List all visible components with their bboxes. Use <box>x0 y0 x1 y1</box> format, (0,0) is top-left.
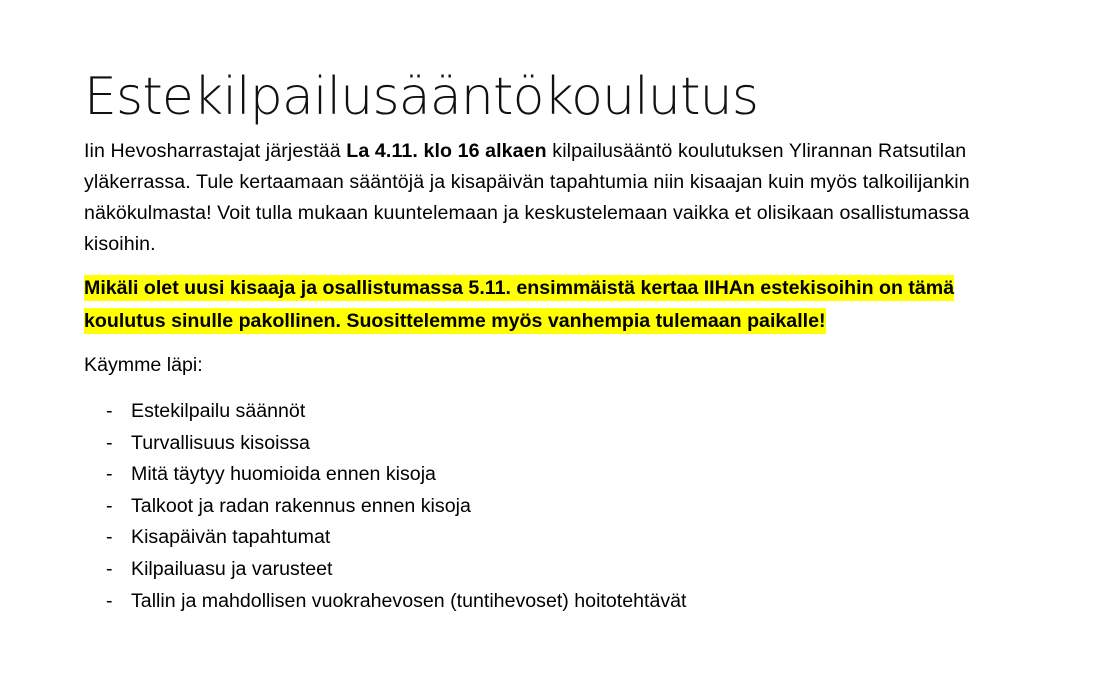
list-item-text: Kisapäivän tapahtumat <box>131 526 331 549</box>
document-page <box>84 60 1044 617</box>
list-item-text: Kilpailuasu ja varusteet <box>131 557 333 580</box>
list-item <box>84 428 1044 460</box>
dash-bullet: - <box>106 400 113 422</box>
list-intro: Käymme läpi: <box>84 354 203 376</box>
dash-bullet: - <box>106 589 113 612</box>
topics-list <box>84 396 1044 617</box>
list-item <box>84 586 1044 618</box>
list-item <box>84 522 1044 554</box>
event-date-time: La 4.11. klo 16 alkaen <box>346 140 547 162</box>
intro-text-start: Iin Hevosharrastajat järjestää <box>84 140 347 162</box>
list-item <box>84 396 1044 428</box>
list-item-text: Tallin ja mahdollisen vuokrahevosen (tuntihevoset) hoitotehtävät <box>131 589 687 612</box>
dash-bullet: - <box>106 463 113 486</box>
list-item-text: Turvallisuus kisoissa <box>131 431 310 454</box>
highlighted-notice <box>84 272 1034 338</box>
dash-bullet: - <box>106 494 113 517</box>
dash-bullet: - <box>106 431 113 454</box>
list-item <box>84 459 1044 491</box>
list-item-text: Mitä täytyy huomioida ennen kisoja <box>131 463 436 486</box>
list-item <box>84 491 1044 523</box>
intro-text-rest: kilpailusääntö koulutuksen Ylirannan Ratsutilan yläkerrassa. Tule kertaamaan sääntöjä ja kisapäivän tapahtumia niin kisaajan kuin myös talkoilijankin näkökulmasta! Voit tulla mukaan kuuntelemaan ja keskustelemaan vaikka et olisikaan osallistumassa kisoihin. <box>84 140 970 255</box>
dash-bullet: - <box>106 557 113 580</box>
list-item <box>84 554 1044 586</box>
dash-bullet: - <box>106 526 113 549</box>
highlighted-notice-text: Mikäli olet uusi kisaaja ja osallistumassa 5.11. ensimmäistä kertaa IIHAn estekisoihin on tämä koulutus sinulle pakollinen. Suosittelemme myös vanhempia tulemaan paikalle! <box>84 277 955 332</box>
document-title: Estekilpailusääntökoulutus <box>84 67 759 127</box>
list-item-text: Estekilpailu säännöt <box>131 400 306 422</box>
list-item-text: Talkoot ja radan rakennus ennen kisoja <box>131 494 471 517</box>
intro-paragraph <box>84 136 1024 260</box>
